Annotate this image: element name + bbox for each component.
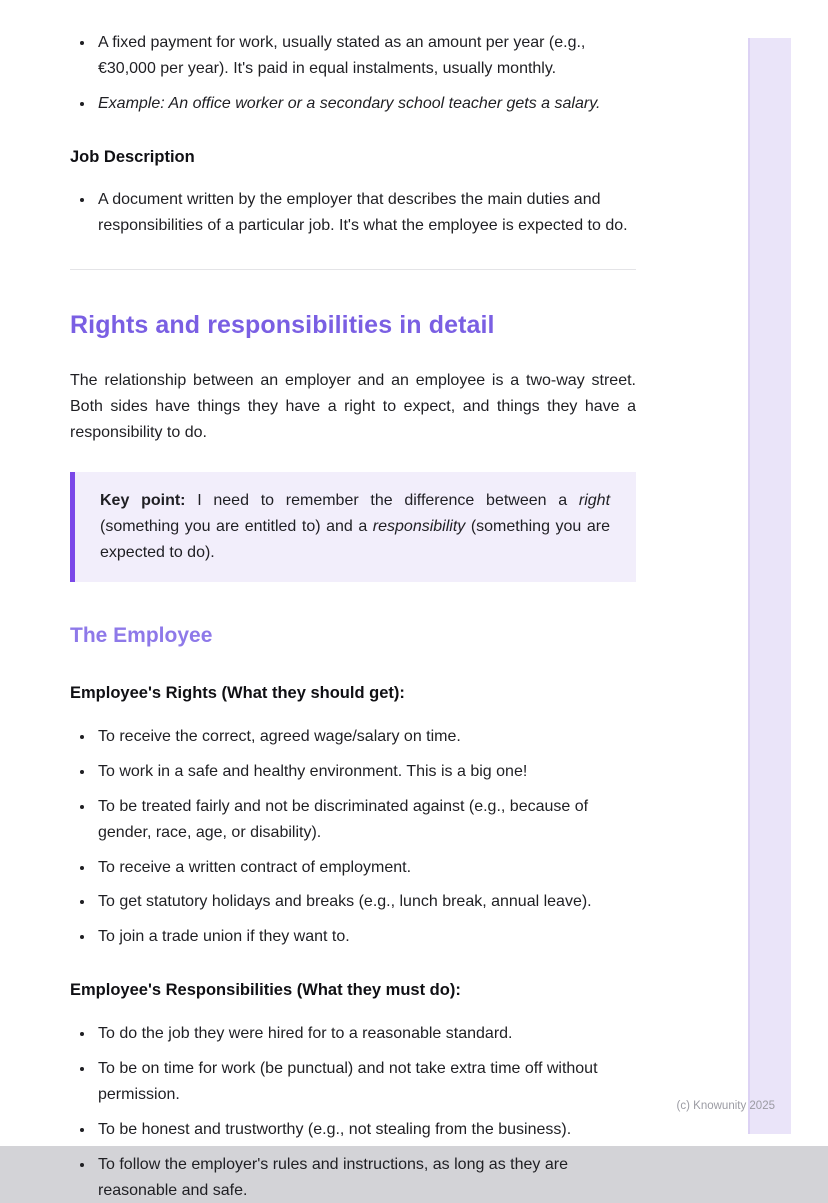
- employee-rights-list: [70, 724, 636, 950]
- salary-bullet-list: [70, 30, 636, 117]
- list-item: • To receive a written contract of employment.: [95, 855, 636, 881]
- callout-label: Key point:: [100, 492, 186, 510]
- rights-detail-intro: The relationship between an employer and an employee is a two-way street. Both sides have things they have a right to expect, and things they have a responsibility to do.: [70, 371, 636, 441]
- document-content: [70, 0, 636, 1203]
- list-item: • To join a trade union if they want to.: [95, 924, 636, 950]
- list-item: • To be treated fairly and not be discriminated against (e.g., because of gender, race, age, or disability).: [95, 794, 636, 846]
- job-description-bullet-list: [70, 187, 636, 239]
- callout-segment: (something you are entitled to) and a: [100, 518, 373, 536]
- callout-italic-term: responsibility: [372, 518, 466, 536]
- section-divider: [70, 269, 636, 270]
- list-item: • Example: An office worker or a secondary school teacher gets a salary.: [95, 91, 636, 117]
- callout-text: [100, 488, 610, 566]
- list-item: • To get statutory holidays and breaks (e.g., lunch break, annual leave).: [95, 889, 636, 915]
- callout-italic-term: right: [578, 492, 611, 510]
- list-item: • To be honest and trustworthy (e.g., not stealing from the business).: [95, 1117, 636, 1143]
- rights-detail-heading: Rights and responsibilities in detail: [70, 311, 495, 340]
- key-point-callout: [70, 472, 636, 582]
- callout-segment: (something you are expected to do).: [100, 518, 611, 562]
- employee-responsibilities-list: [70, 1021, 636, 1203]
- list-item: • To do the job they were hired for to a reasonable standard.: [95, 1021, 636, 1047]
- list-item: • A document written by the employer that describes the main duties and responsibilities of a particular job. It's what the employee is expected to do.: [95, 187, 636, 239]
- employee-rights-heading: Employee's Rights (What they should get):: [70, 684, 405, 703]
- callout-segment: I need to remember the difference between a: [185, 492, 579, 510]
- page-side-strip: [748, 38, 791, 1134]
- list-item: • To follow the employer's rules and instructions, as long as they are reasonable and safe.: [95, 1152, 636, 1203]
- list-item: • To be on time for work (be punctual) and not take extra time off without permission.: [95, 1056, 636, 1108]
- list-item: • A fixed payment for work, usually stated as an amount per year (e.g., €30,000 per year). It's paid in equal instalments, usually monthly.: [95, 30, 636, 82]
- list-item: • To receive the correct, agreed wage/salary on time.: [95, 724, 636, 750]
- employee-responsibilities-heading: Employee's Responsibilities (What they must do):: [70, 981, 461, 1000]
- job-description-heading: Job Description: [70, 147, 195, 166]
- copyright-watermark: (c) Knowunity 2025: [676, 1100, 775, 1112]
- employee-section-heading: The Employee: [70, 624, 213, 648]
- list-item: • To work in a safe and healthy environment. This is a big one!: [95, 759, 636, 785]
